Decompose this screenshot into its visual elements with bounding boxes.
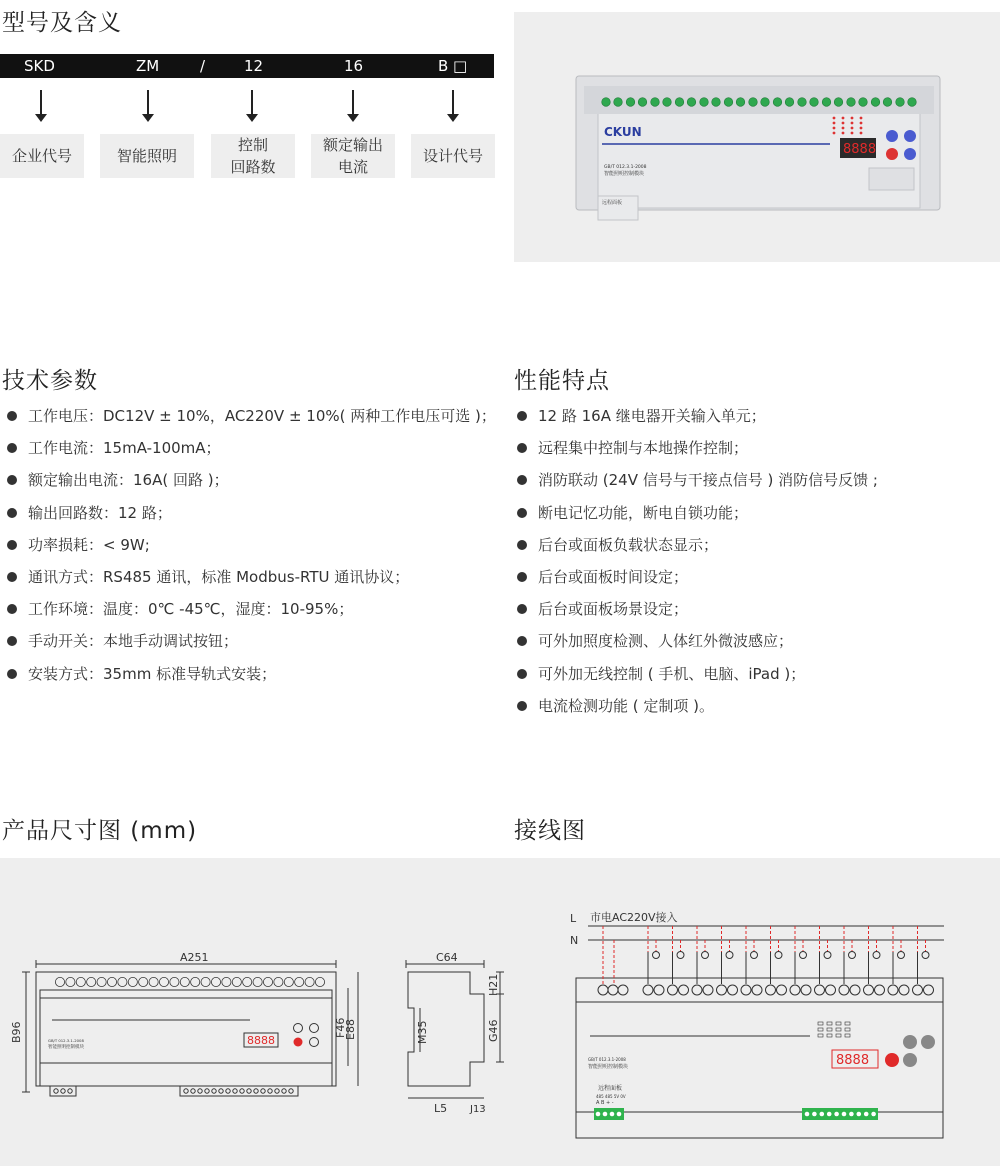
pin-icon <box>603 1112 608 1117</box>
led-icon <box>818 1034 823 1037</box>
tech-list <box>4 406 496 696</box>
code-skd: SKD <box>24 57 55 75</box>
wiring-product-name: 智能照明控制模块 <box>588 1064 629 1070</box>
terminal-icon <box>717 985 727 995</box>
terminal-icon <box>871 98 880 107</box>
terminal-icon <box>736 98 745 107</box>
lamp-icon <box>800 952 807 959</box>
tech-item: 输出回路数：12 路； <box>4 503 496 535</box>
terminal-icon <box>139 977 148 986</box>
terminal-icon <box>692 985 702 995</box>
terminal-icon <box>913 985 923 995</box>
arrow-down-icon <box>147 90 149 116</box>
led-icon <box>842 122 845 125</box>
pin-icon <box>820 1112 825 1117</box>
terminal-icon <box>785 98 794 107</box>
led-icon <box>845 1028 850 1031</box>
pin-icon <box>198 1089 202 1093</box>
terminal-icon <box>598 985 608 995</box>
wiring-title: 接线图 <box>514 818 586 844</box>
wiring-l-label: L <box>570 912 577 925</box>
terminal-icon <box>149 977 158 986</box>
pin-icon <box>596 1112 601 1117</box>
button-icon <box>921 1035 935 1049</box>
pin-icon <box>54 1089 58 1093</box>
feature-item: 可外加照度检测、人体红外微波感应； <box>514 631 878 663</box>
terminal-icon <box>815 985 825 995</box>
wiring-panel-pin-labels: 485 485 5V 0V <box>596 1094 626 1099</box>
lamp-icon <box>751 952 758 959</box>
pin-icon <box>254 1089 258 1093</box>
led-icon <box>860 122 863 125</box>
dim-standard: GB/T 012.3.1-2008 <box>48 1038 84 1043</box>
terminal-icon <box>128 977 137 986</box>
drawing-panel <box>0 858 1000 1166</box>
box-design-code: 设计代号 <box>411 134 495 178</box>
model-title: 型号及含义 <box>2 10 122 36</box>
terminal-icon <box>777 985 787 995</box>
led-icon <box>827 1034 832 1037</box>
pin-icon <box>275 1089 279 1093</box>
arrow-down-icon <box>352 90 354 116</box>
terminal-icon <box>761 98 770 107</box>
terminal-icon <box>668 985 678 995</box>
terminal-icon <box>687 98 696 107</box>
dim-a: A251 <box>180 951 209 964</box>
terminal-icon <box>839 985 849 995</box>
photo-product-name: 智能照明控制模块 <box>604 171 645 177</box>
terminal-icon <box>801 985 811 995</box>
led-icon <box>833 117 836 120</box>
pin-icon <box>282 1089 286 1093</box>
photo-brand: CKUN <box>604 125 642 139</box>
lamp-icon <box>849 952 856 959</box>
terminal-icon <box>899 985 909 995</box>
terminal-icon <box>191 977 200 986</box>
pin-icon <box>184 1089 188 1093</box>
terminal-icon <box>883 98 892 107</box>
pin-icon <box>864 1112 869 1117</box>
code-b: B □ <box>438 57 468 75</box>
terminal-icon <box>859 98 868 107</box>
tech-item: 通讯方式：RS485 通讯，标准 Modbus-RTU 通讯协议； <box>4 567 496 599</box>
terminal-icon <box>834 98 843 107</box>
model-code-bar <box>0 54 494 78</box>
led-icon <box>836 1022 841 1025</box>
dim-product-name: 智能照明控制模块 <box>48 1045 84 1050</box>
button-icon <box>886 148 898 160</box>
terminal-icon <box>222 977 231 986</box>
terminal-icon <box>790 985 800 995</box>
led-icon <box>860 132 863 135</box>
pin-icon <box>610 1112 615 1117</box>
lamp-icon <box>922 952 929 959</box>
led-icon <box>851 127 854 130</box>
dim-display: 8888 <box>247 1034 275 1047</box>
button-icon <box>885 1053 899 1067</box>
led-icon <box>845 1022 850 1025</box>
terminal-icon <box>305 977 314 986</box>
terminal-icon <box>675 98 684 107</box>
led-icon <box>818 1028 823 1031</box>
terminal-icon <box>76 977 85 986</box>
pin-icon <box>842 1112 847 1117</box>
terminal-icon <box>107 977 116 986</box>
wiring-panel-label: 远程面板 <box>598 1085 623 1092</box>
terminal-icon <box>643 985 653 995</box>
led-icon <box>833 127 836 130</box>
dim-m: M35 <box>416 1020 429 1044</box>
terminal-icon <box>741 985 751 995</box>
code-zm: ZM <box>136 57 160 75</box>
terminal-icon <box>618 985 628 995</box>
pin-icon <box>849 1112 854 1117</box>
terminal-icon <box>87 977 96 986</box>
arrow-down-icon <box>40 90 42 116</box>
terminal-icon <box>749 98 758 107</box>
lamp-icon <box>775 952 782 959</box>
lamp-icon <box>873 952 880 959</box>
feature-item: 远程集中控制与本地操作控制； <box>514 438 878 470</box>
terminal-icon <box>773 98 782 107</box>
terminal-icon <box>724 98 733 107</box>
terminal-icon <box>810 98 819 107</box>
terminal-icon <box>712 98 721 107</box>
feature-item: 后台或面板时间设定； <box>514 567 878 599</box>
terminal-icon <box>263 977 272 986</box>
led-icon <box>833 132 836 135</box>
pin-icon <box>812 1112 817 1117</box>
terminal-icon <box>703 985 713 995</box>
pin-icon <box>289 1089 293 1093</box>
pin-icon <box>240 1089 244 1093</box>
led-icon <box>842 127 845 130</box>
feature-item: 12 路 16A 继电器开关输入单元； <box>514 406 878 438</box>
terminal-icon <box>159 977 168 986</box>
button-icon <box>310 1038 319 1047</box>
lamp-icon <box>653 952 660 959</box>
terminal-icon <box>700 98 709 107</box>
terminal-icon <box>826 985 836 995</box>
terminal-icon <box>295 977 304 986</box>
terminal-icon <box>679 985 689 995</box>
pin-icon <box>191 1089 195 1093</box>
terminal-icon <box>798 98 807 107</box>
dim-g: G46 <box>487 1019 500 1042</box>
features-title: 性能特点 <box>514 368 610 394</box>
tech-item: 安装方式：35mm 标准导轨式安装； <box>4 664 496 696</box>
pin-icon <box>212 1089 216 1093</box>
terminal-icon <box>896 98 905 107</box>
dimensions-title: 产品尺寸图 (mm) <box>2 818 198 844</box>
code-12: 12 <box>244 57 264 75</box>
pin-icon <box>205 1089 209 1093</box>
button-icon <box>294 1038 303 1047</box>
dim-h: H21 <box>487 973 500 996</box>
pin-icon <box>857 1112 862 1117</box>
feature-item: 后台或面板场景设定； <box>514 599 878 631</box>
terminal-icon <box>253 977 262 986</box>
box-smart-lighting: 智能照明 <box>100 134 194 178</box>
terminal-icon <box>864 985 874 995</box>
terminal-icon <box>875 985 885 995</box>
terminal-icon <box>170 977 179 986</box>
terminal-icon <box>924 985 934 995</box>
lamp-icon <box>677 952 684 959</box>
terminal-icon <box>608 985 618 995</box>
terminal-icon <box>211 977 220 986</box>
button-icon <box>903 1053 917 1067</box>
led-icon <box>851 132 854 135</box>
terminal-icon <box>663 98 672 107</box>
pin-icon <box>834 1112 839 1117</box>
product-photo <box>514 12 1000 262</box>
tech-item: 额定输出电流：16A( 回路 )； <box>4 470 496 502</box>
pin-icon <box>261 1089 265 1093</box>
photo-panel-label: 远程面板 <box>602 200 623 206</box>
tech-item: 工作电压：DC12V ± 10%，AC220V ± 10%( 两种工作电压可选 )； <box>4 406 496 438</box>
led-icon <box>836 1028 841 1031</box>
feature-item: 后台或面板负载状态显示； <box>514 535 878 567</box>
terminal-icon <box>118 977 127 986</box>
feature-item: 断电记忆功能，断电自锁功能； <box>514 503 878 535</box>
terminal-icon <box>850 985 860 995</box>
button-icon <box>904 148 916 160</box>
led-icon <box>851 122 854 125</box>
led-icon <box>845 1034 850 1037</box>
lamp-icon <box>898 952 905 959</box>
features-list <box>514 406 878 728</box>
terminal-icon <box>752 985 762 995</box>
pin-icon <box>226 1089 230 1093</box>
pin-icon <box>617 1112 622 1117</box>
pin-icon <box>219 1089 223 1093</box>
code-slash: / <box>200 57 206 75</box>
box-rated-current: 额定输出 电流 <box>311 134 395 178</box>
pin-icon <box>268 1089 272 1093</box>
tech-item: 工作环境：温度：0℃ -45℃，湿度：10-95%； <box>4 599 496 631</box>
button-icon <box>886 130 898 142</box>
button-icon <box>294 1024 303 1033</box>
terminal-icon <box>243 977 252 986</box>
pin-icon <box>68 1089 72 1093</box>
terminal-icon <box>614 98 623 107</box>
terminal-icon <box>728 985 738 995</box>
terminal-icon <box>284 977 293 986</box>
pin-icon <box>233 1089 237 1093</box>
button-icon <box>310 1024 319 1033</box>
led-icon <box>833 122 836 125</box>
arrow-down-icon <box>251 90 253 116</box>
wiring-n-label: N <box>570 934 579 947</box>
terminal-icon <box>201 977 210 986</box>
tech-title: 技术参数 <box>2 368 98 394</box>
wiring-supply-label: 市电AC220V接入 <box>590 911 678 924</box>
wiring-display: 8888 <box>836 1053 870 1068</box>
terminal-icon <box>274 977 283 986</box>
terminal-icon <box>626 98 635 107</box>
pin-icon <box>805 1112 810 1117</box>
terminal-icon <box>654 985 664 995</box>
dim-j: J13 <box>470 1104 486 1115</box>
pin-icon <box>871 1112 876 1117</box>
tech-item: 手动开关：本地手动调试按钮； <box>4 631 496 663</box>
dim-c: C64 <box>436 951 458 964</box>
tech-item: 工作电流：15mA-100mA； <box>4 438 496 470</box>
lamp-icon <box>726 952 733 959</box>
terminal-icon <box>232 977 241 986</box>
dim-f: F46 <box>334 1017 347 1038</box>
terminal-icon <box>180 977 189 986</box>
tech-item: 功率损耗：< 9W; <box>4 535 496 567</box>
terminal-icon <box>638 98 647 107</box>
feature-item: 可外加无线控制 ( 手机、电脑、iPad )； <box>514 664 878 696</box>
feature-item: 消防联动 (24V 信号与干接点信号 ) 消防信号反馈 ; <box>514 470 878 502</box>
button-icon <box>903 1035 917 1049</box>
photo-standard: GB/T 012.3.1-2008 <box>604 165 647 170</box>
terminal-icon <box>55 977 64 986</box>
terminal-icon <box>602 98 611 107</box>
pin-icon <box>61 1089 65 1093</box>
terminal-icon <box>908 98 917 107</box>
led-icon <box>842 132 845 135</box>
led-icon <box>860 127 863 130</box>
pin-icon <box>827 1112 832 1117</box>
led-icon <box>851 117 854 120</box>
terminal-icon <box>651 98 660 107</box>
box-circuit-count: 控制 回路数 <box>211 134 295 178</box>
terminal-icon <box>766 985 776 995</box>
photo-display: 8888 <box>843 142 877 157</box>
led-icon <box>860 117 863 120</box>
dim-e: E88 <box>344 1019 357 1040</box>
led-icon <box>842 117 845 120</box>
dim-b: B96 <box>10 1021 23 1043</box>
button-icon <box>904 130 916 142</box>
led-icon <box>818 1022 823 1025</box>
terminal-icon <box>888 985 898 995</box>
wiring-panel-pins: A B + - <box>596 1100 614 1106</box>
terminal-icon <box>822 98 831 107</box>
lamp-icon <box>702 952 709 959</box>
led-icon <box>827 1028 832 1031</box>
wiring-standard: GB/T 012.3.1-2008 <box>588 1057 626 1062</box>
led-icon <box>827 1022 832 1025</box>
box-company-code: 企业代号 <box>0 134 84 178</box>
arrow-down-icon <box>452 90 454 116</box>
dimension-front-view <box>22 960 358 1096</box>
pin-icon <box>247 1089 251 1093</box>
terminal-icon <box>847 98 856 107</box>
terminal-icon <box>66 977 75 986</box>
terminal-icon <box>315 977 324 986</box>
lamp-icon <box>824 952 831 959</box>
feature-item: 电流检测功能 ( 定制项 )。 <box>514 696 878 728</box>
led-icon <box>836 1034 841 1037</box>
dim-l: L5 <box>434 1102 448 1115</box>
terminal-icon <box>97 977 106 986</box>
code-16: 16 <box>344 57 364 75</box>
